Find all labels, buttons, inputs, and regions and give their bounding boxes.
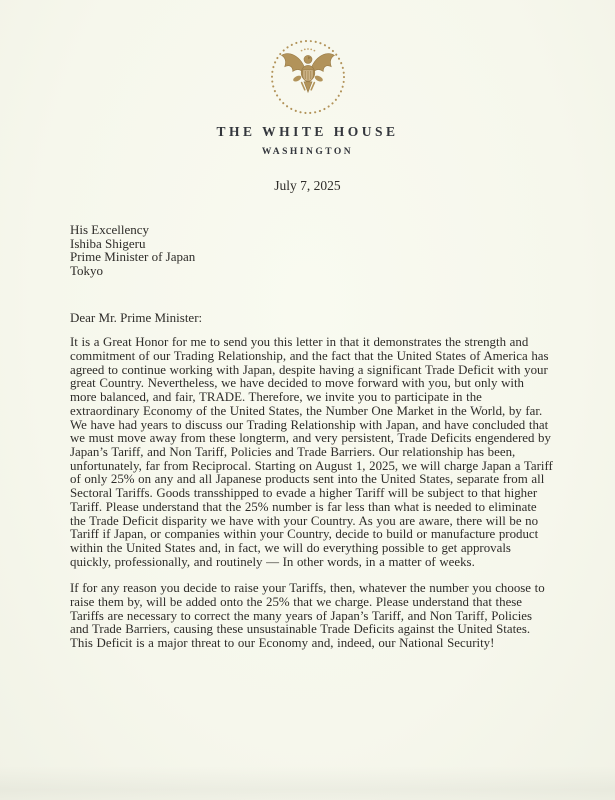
letter-content bbox=[0, 223, 615, 651]
body-paragraph-2: If for any reason you decide to raise your Tariffs, then, whatever the number you choose to raise them by, will be added onto the 25% that we charge. Please understand that these Tariffs are necessary to correct the many years of Japan’s Tariff, and Non Tariff, Policies and Trade Barriers, causing these unsustainable Trade Deficits against the United States. This Deficit is a major threat to our Economy and, indeed, our National Security! bbox=[70, 581, 545, 651]
letterhead bbox=[0, 0, 615, 157]
letterhead-city: WASHINGTON bbox=[261, 147, 354, 157]
body-paragraph-1: It is a Great Honor for me to send you this letter in that it demonstrates the strength and commitment of our Trading Relationship, and the fact that the United States of America has agreed to continue working with Japan, despite having a significant Trade Deficit with your great Country. Nevertheless, we have decided to move forward with you, but only with more balanced, and fair, TRADE. Therefore, we invite you to participate in the extraordinary Economy of the United States, the Number One Market in the World, by far. We have had years to discuss our Trading Relationship with Japan, and have concluded that we must move away from these longterm, and very persistent, Trade Deficits engendered by Japan’s Tariff, and Non Tariff, Policies and Trade Barriers. Our relationship has been, unfortunately, far from Reciprocal. Starting on August 1, 2025, we will charge Japan a Tariff of only 25% on any and all Japanese products sent into the United States, separate from all Sectoral Tariffs. Goods transshipped to evade a higher Tariff will be subject to that higher Tariff. Please understand that the 25% number is far less than what is needed to eliminate the Trade Deficit disparity we have with your Country. As you are aware, there will be no Tariff if Japan, or companies within your Country, decide to build or manufacture product within the United States and, in fact, we will do everything possible to get approvals quickly, professionally, and routinely — In other words, in a matter of weeks. bbox=[70, 335, 553, 569]
letter-date: July 7, 2025 bbox=[274, 178, 341, 193]
recipient-line-title: Prime Minister of Japan bbox=[70, 249, 196, 265]
letterhead-org: THE WHITE HOUSE bbox=[216, 124, 399, 139]
recipient-line-name: Ishiba Shigeru bbox=[70, 235, 146, 251]
recipient-line-honorific: His Excellency bbox=[70, 222, 150, 237]
presidential-seal-icon bbox=[268, 37, 348, 117]
salutation: Dear Mr. Prime Minister: bbox=[70, 310, 203, 326]
recipient-line-city: Tokyo bbox=[70, 262, 104, 278]
letter-body bbox=[70, 336, 554, 650]
recipient-block bbox=[70, 223, 554, 277]
